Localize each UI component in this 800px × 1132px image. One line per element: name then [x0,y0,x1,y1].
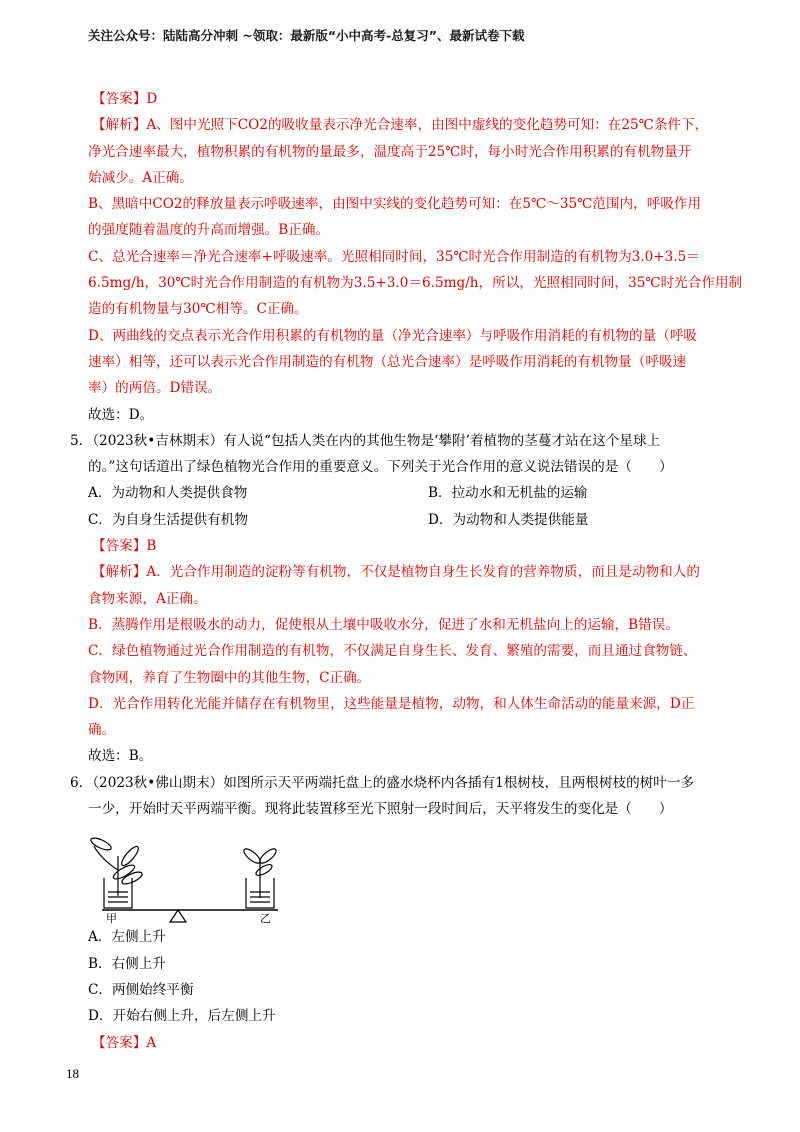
q4-analysis-line: 率）的两倍。D错误。 [88,380,222,397]
q5-analysis-line: 食物来源，A正确。 [88,590,207,607]
label-yi: 乙 [260,912,271,926]
q6-option-c: C．两侧始终平衡 [88,981,194,998]
q4-analysis-line: 【解析】A、图中光照下CO2的吸收量表示净光合速率，由图中虚线的变化趋势可知：在25℃条件下， [92,117,709,134]
q5-analysis-line: 确。 [88,722,116,739]
q5-analysis-line: C．绿色植物通过光合作用制造的有机物，不仅满足自身生长、发育、繁殖的需要，而且通过食物链、 [88,643,697,660]
q4-analysis-line: C、总光合速率＝净光合速率+呼吸速率。光照相同时间，35℃时光合作用制造的有机物为3.0+3.5＝ [88,248,700,265]
q4-answer: 【答案】D [92,91,158,107]
q4-analysis-line: 速率）相等，还可以表示光合作用制造的有机物（总光合速率）是呼吸作用消耗的有机物量（呼吸速 [88,353,687,370]
q5-option-c: C．为自身生活提供有机物 [88,511,248,528]
q5-option-a: A．为动物和人类提供食物 [88,485,248,502]
q4-analysis-line: D、两曲线的交点表示光合作用积累的有机物的量（净光合速率）与呼吸作用消耗的有机物的量（呼吸 [88,327,698,344]
q4-analysis-line: 造的有机物量与30℃相等。C正确。 [88,301,308,318]
q4-conclusion: 故选：D。 [88,406,154,423]
q5-stem-line: 的。”这句话道出了绿色植物光合作用的重要意义。下列关于光合作用的意义说法错误的是（ ） [88,459,673,476]
q5-analysis-line: 食物网，养育了生物圈中的其他生物，C正确。 [88,669,371,686]
page-number: 18 [66,1066,79,1081]
q4-analysis-line: B、黑暗中CO2的释放量表示呼吸速率，由图中实线的变化趋势可知：在5℃～35℃范围内，呼吸作用 [88,196,702,213]
q5-options-row [88,507,748,533]
q6-answer: 【答案】A [92,1034,157,1051]
q5-analysis-line: D．光合作用转化光能并储存在有机物里，这些能量是植物，动物，和人体生命活动的能量来源，D正 [88,695,695,712]
q5-analysis-line: B．蒸腾作用是根吸水的动力，促使根从土壤中吸收水分，促进了水和无机盐向上的运输，B错误。 [88,616,679,633]
q5-option-b: B．拉动水和无机盐的运输 [428,485,588,502]
q6-option-d: D．开始右侧上升，后左侧上升 [88,1008,276,1025]
q6-stem-line: （2023秋•佛山期末）如图所示天平两端托盘上的盛水烧杯内各插有1根树枝，且两根树枝的树叶一多 [92,774,695,791]
q6-stem-line: 一少，开始时天平两端平衡。现将此装置移至光下照射一段时间后，天平将发生的变化是（ ） [88,801,673,818]
q5-analysis-line: 【解析】A．光合作用制造的淀粉等有机物，不仅是植物自身生长发育的营养物质，而且是动物和人的 [92,564,700,581]
left-branch [89,836,143,896]
q6-option-a: A．左侧上升 [88,929,166,946]
q5-number: 5． [70,432,93,449]
q6-number: 6． [70,774,93,791]
q4-analysis-line: 始减少。A正确。 [88,169,193,186]
q5-options-row [88,480,748,506]
fulcrum [170,910,186,922]
q4-analysis-line: 6.5mg/h，30℃时光合作用制造的有机物为3.5+3.0＝6.5mg/h，所以，光照相同时间，35℃时光合作用制 [88,275,743,292]
balance-diagram [88,826,308,926]
q5-answer: 【答案】B [92,538,157,555]
page-header: 关注公众号：陆陆高分冲刺 ~领取：最新版“小中高考-总复习”、最新试卷下载 [88,28,525,43]
q6-stem [70,770,748,796]
q5-option-d: D．为动物和人类提供能量 [428,511,589,528]
q5-stem [70,428,748,454]
label-jia: 甲 [106,912,117,926]
q6-option-b: B．右侧上升 [88,955,166,972]
right-branch [242,847,278,898]
q5-conclusion: 故选：B。 [88,748,153,765]
q4-analysis-line: 净光合速率最大，植物积累的有机物的量最多，温度高于25℃时，每小时光合作用积累的有机物量开 [88,143,692,160]
balance-figure [88,826,748,926]
q4-analysis-line: 的强度随着温度的升高而增强。B正确。 [88,222,330,239]
page-content [70,86,748,1056]
q5-stem-line: （2023秋•吉林期末）有人说“包括人类在内的其他生物是‘攀附’着植物的茎蔓才站在这个星球上 [92,432,661,449]
